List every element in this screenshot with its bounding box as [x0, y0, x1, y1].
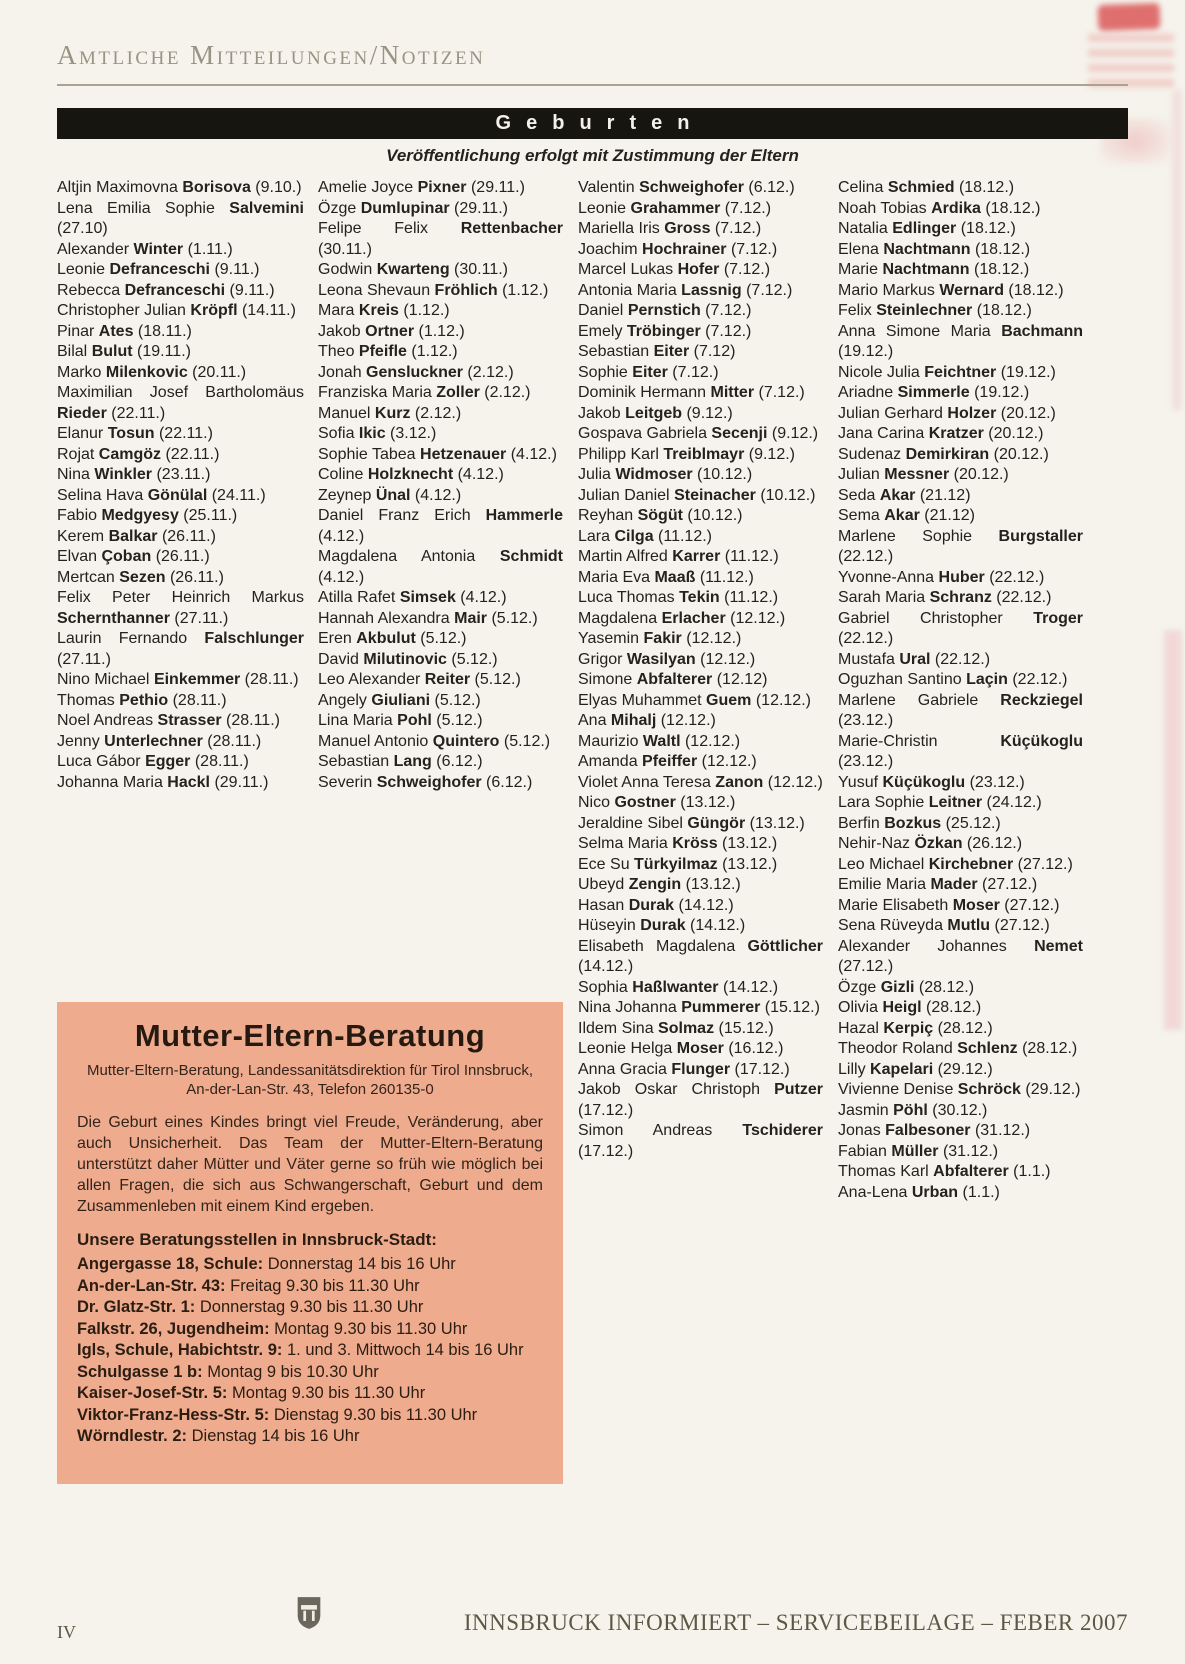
birth-entry: Daniel Pernstich (7.12.) — [578, 302, 752, 319]
birth-entry: Jana Carina Kratzer (20.12.) — [838, 425, 1044, 442]
birth-entry: Mustafa Ural (22.12.) — [838, 650, 991, 668]
birth-entry: Julian Daniel Steinacher (10.12.) — [578, 486, 816, 504]
header-divider — [57, 84, 1128, 86]
birth-entry: Jeraldine Sibel Güngör (13.12.) — [578, 814, 805, 832]
birth-entry: Felix Peter Heinrich Markus Schernthanner (27.11.) — [57, 589, 304, 627]
birth-entry: Lina Maria Pohl (5.12.) — [318, 712, 483, 729]
birth-entry: Yvonne-Anna Huber (22.12.) — [838, 568, 1045, 586]
birth-entry: Sophia Haßlwanter (14.12.) — [578, 978, 779, 996]
birth-entry: Celina Schmied (18.12.) — [838, 179, 1015, 196]
birth-entry: Maria Eva Maaß (11.12.) — [578, 568, 754, 586]
birth-entry: Atilla Rafet Simsek (4.12.) — [318, 589, 507, 606]
birth-entry: Elanur Tosun (22.11.) — [57, 425, 213, 442]
page-number: IV — [57, 1622, 76, 1642]
birth-entry: Özge Gizli (28.12.) — [838, 978, 975, 996]
birth-entry: Marlene Sophie Burgstaller (22.12.) — [838, 527, 1083, 565]
birth-entry: Ana-Lena Urban (1.1.) — [838, 1183, 1000, 1201]
birth-entry: Seda Akar (21.12) — [838, 486, 971, 504]
birth-entry: Leonie Defranceschi (9.11.) — [57, 261, 260, 278]
birth-entry: Yasemin Fakir (12.12.) — [578, 630, 742, 647]
birth-entry: Marie Elisabeth Moser (27.12.) — [838, 896, 1060, 914]
birth-entry: Luca Gábor Egger (28.11.) — [57, 753, 249, 770]
birth-entry: Sudenaz Demirkiran (20.12.) — [838, 445, 1049, 463]
birth-entry: Magdalena Antonia Schmidt (4.12.) — [318, 548, 563, 586]
birth-entry: Lilly Kapelari (29.12.) — [838, 1060, 993, 1078]
beratung-schedule — [77, 1254, 543, 1448]
birth-entry: Berfin Bozkus (25.12.) — [838, 814, 1001, 832]
beratung-box — [57, 1002, 563, 1484]
scan-artifact — [1172, 90, 1182, 410]
birth-entry: Sophie Tabea Hetzenauer (4.12.) — [318, 445, 557, 463]
birth-entry: Marie Nachtmann (18.12.) — [838, 261, 1030, 278]
birth-entry: Violet Anna Teresa Zanon (12.12.) — [578, 773, 823, 791]
birth-entry: Hannah Alexandra Mair (5.12.) — [318, 609, 538, 627]
beratung-body: Die Geburt eines Kindes bringt viel Freude, Veränderung, aber auch Unsicherheit. Das Team der Mutter-Eltern-Beratung unterstützt daher Mütter und Väter gerne so früh wie möglich bei allen Fragen, die sich aus Schwangerschaft, Geburt und dem Zusammenleben mit einem Kind ergeben. — [77, 1114, 543, 1215]
birth-entry: Magdalena Erlacher (12.12.) — [578, 609, 786, 627]
birth-entry: Lara Sophie Leitner (24.12.) — [838, 794, 1042, 811]
beratung-title: Mutter-Eltern-Beratung — [134, 1018, 486, 1053]
section-subtitle: Veröffentlichung erfolgt mit Zustimmung der Eltern — [386, 146, 799, 165]
birth-entry: Noel Andreas Strasser (28.11.) — [57, 712, 280, 729]
birth-entry: Rebecca Defranceschi (9.11.) — [57, 281, 275, 299]
birth-entry: Marcel Lukas Hofer (7.12.) — [578, 261, 771, 278]
birth-entry: Jakob Oskar Christoph Putzer (17.12.) — [578, 1081, 823, 1119]
birth-entry: Philipp Karl Treiblmayr (9.12.) — [578, 445, 795, 463]
birth-entry: Emely Tröbinger (7.12.) — [578, 322, 752, 340]
birth-entry: David Milutinovic (5.12.) — [318, 650, 498, 668]
birth-entry: Amelie Joyce Pixner (29.11.) — [318, 179, 525, 196]
birth-entry: Elisabeth Magdalena Göttlicher (14.12.) — [578, 937, 823, 975]
births-column-2 — [318, 178, 563, 793]
birth-entry: Thomas Pethio (28.11.) — [57, 691, 227, 709]
birth-entry: Jakob Ortner (1.12.) — [318, 322, 465, 340]
birth-entry: Leona Shevaun Fröhlich (1.12.) — [318, 281, 549, 299]
birth-entry: Nina Johanna Pummerer (15.12.) — [578, 999, 820, 1016]
birth-entry: Julia Widmoser (10.12.) — [578, 466, 753, 483]
birth-entry: Rojat Camgöz (22.11.) — [57, 445, 220, 463]
birth-entry: Severin Schweighofer (6.12.) — [318, 773, 533, 791]
birth-entry: Manuel Antonio Quintero (5.12.) — [318, 732, 551, 750]
birth-entry: Julian Gerhard Holzer (20.12.) — [838, 404, 1056, 422]
birth-entry: Simon Andreas Tschiderer (17.12.) — [578, 1122, 823, 1160]
birth-entry: Elvan Çoban (26.11.) — [57, 548, 210, 565]
birth-entry: Leo Michael Kirchebner (27.12.) — [838, 855, 1073, 873]
birth-entry: Manuel Kurz (2.12.) — [318, 404, 462, 422]
schedule-item: Viktor-Franz-Hess-Str. 5: Dienstag 9.30 bis 11.30 Uhr — [77, 1405, 478, 1424]
birth-entry: Maurizio Waltl (12.12.) — [578, 732, 741, 750]
birth-entry: Vivienne Denise Schröck (29.12.) — [838, 1081, 1081, 1098]
birth-entry: Ildem Sina Solmaz (15.12.) — [578, 1019, 774, 1037]
birth-entry: Jenny Unterlechner (28.11.) — [57, 732, 262, 750]
section-header-bar — [57, 108, 1128, 139]
schedule-item: An-der-Lan-Str. 43: Freitag 9.30 bis 11.30 Uhr — [77, 1276, 420, 1295]
birth-entry: Özge Dumlupinar (29.11.) — [318, 199, 508, 217]
birth-entry: Oguzhan Santino Laçin (22.12.) — [838, 671, 1068, 688]
scan-artifact — [1164, 630, 1182, 1030]
page-kicker: Amtliche Mitteilungen/Notizen — [57, 40, 486, 70]
birth-entry: Sophie Eiter (7.12.) — [578, 363, 719, 381]
birth-entry: Christopher Julian Kröpfl (14.11.) — [57, 302, 296, 319]
birth-entry: Natalia Edlinger (18.12.) — [838, 220, 1016, 237]
schedule-item: Kaiser-Josef-Str. 5: Montag 9.30 bis 11.30 Uhr — [77, 1384, 426, 1402]
beratung-heading: Unsere Beratungsstellen in Innsbruck-Stadt: — [77, 1230, 437, 1249]
schedule-item: Falkstr. 26, Jugendheim: Montag 9.30 bis 11.30 Uhr — [77, 1319, 468, 1338]
birth-entry: Marko Milenkovic (20.11.) — [57, 363, 247, 381]
birth-entry: Joachim Hochrainer (7.12.) — [578, 240, 778, 258]
birth-entry: Jasmin Pöhl (30.12.) — [838, 1101, 988, 1119]
birth-entry: Zeynep Ünal (4.12.) — [318, 486, 462, 504]
birth-entry: Angely Giuliani (5.12.) — [318, 691, 481, 709]
birth-entry: Sebastian Eiter (7.12) — [578, 343, 736, 360]
birth-entry: Nehir-Naz Özkan (26.12.) — [838, 835, 1023, 852]
section-title: Geburten — [495, 112, 705, 134]
birth-entry: Antonia Maria Lassnig (7.12.) — [578, 281, 793, 299]
birth-entry: Laurin Fernando Falschlunger (27.11.) — [57, 630, 304, 668]
birth-entry: Selma Maria Kröss (13.12.) — [578, 835, 778, 852]
schedule-item: Wörndlestr. 2: Dienstag 14 bis 16 Uhr — [77, 1427, 360, 1445]
birth-entry: Yusuf Küçükoglu (23.12.) — [838, 773, 1025, 791]
birth-entry: Nico Gostner (13.12.) — [578, 794, 736, 811]
birth-entry: Fabio Medgyesy (25.11.) — [57, 507, 238, 524]
birth-entry: Thomas Karl Abfalterer (1.1.) — [838, 1163, 1051, 1180]
birth-entry: Ana Mihalj (12.12.) — [578, 712, 716, 729]
birth-entry: Amanda Pfeiffer (12.12.) — [578, 753, 757, 770]
birth-entry: Leonie Grahammer (7.12.) — [578, 199, 772, 217]
birth-entry: Hazal Kerpiç (28.12.) — [838, 1019, 993, 1037]
birth-entry: Theo Pfeifle (1.12.) — [318, 343, 458, 360]
scan-artifact — [1098, 3, 1161, 31]
birth-entry: Sebastian Lang (6.12.) — [318, 753, 483, 770]
birth-entry: Pinar Ates (18.11.) — [57, 322, 192, 340]
birth-entry: Valentin Schweighofer (6.12.) — [578, 179, 795, 196]
birth-entry: Ubeyd Zengin (13.12.) — [578, 876, 741, 893]
birth-entry: Mario Markus Wernard (18.12.) — [838, 281, 1064, 299]
birth-entry: Alexander Johannes Nemet (27.12.) — [838, 937, 1083, 975]
birth-entry: Nino Michael Einkemmer (28.11.) — [57, 671, 299, 688]
birth-entry: Simone Abfalterer (12.12) — [578, 671, 768, 688]
birth-entry: Jonah Gensluckner (2.12.) — [318, 363, 514, 381]
birth-entry: Olivia Heigl (28.12.) — [838, 999, 982, 1016]
birth-entry: Eren Akbulut (5.12.) — [318, 630, 467, 647]
birth-entry: Emilie Maria Mader (27.12.) — [838, 876, 1038, 893]
birth-entry: Jonas Falbesoner (31.12.) — [838, 1122, 1031, 1139]
birth-entry: Reyhan Sögüt (10.12.) — [578, 507, 743, 524]
birth-entry: Johanna Maria Hackl (29.11.) — [57, 773, 269, 791]
birth-entry: Gospava Gabriela Secenji (9.12.) — [578, 425, 819, 442]
birth-entry: Sarah Maria Schranz (22.12.) — [838, 589, 1052, 606]
footer-text: INNSBRUCK INFORMIERT – SERVICEBEILAGE – FEBER 2007 — [463, 1610, 1128, 1635]
birth-entry: Nicole Julia Feichtner (19.12.) — [838, 363, 1056, 381]
birth-entry: Maximilian Josef Bartholomäus Rieder (22.11.) — [57, 384, 304, 422]
birth-entry: Luca Thomas Tekin (11.12.) — [578, 589, 779, 606]
birth-entry: Grigor Wasilyan (12.12.) — [578, 650, 756, 668]
birth-entry: Coline Holzknecht (4.12.) — [318, 466, 504, 483]
birth-entry: Mariella Iris Gross (7.12.) — [578, 220, 762, 237]
birth-entry: Elena Nachtmann (18.12.) — [838, 240, 1031, 258]
births-column-1 — [57, 178, 304, 793]
birth-entry: Felix Steinlechner (18.12.) — [838, 302, 1032, 319]
birth-entry: Sofia Ikic (3.12.) — [318, 425, 437, 442]
birth-entry: Gabriel Christopher Troger (22.12.) — [838, 609, 1083, 647]
births-column-4 — [838, 178, 1083, 1203]
birth-entry: Fabian Müller (31.12.) — [838, 1142, 999, 1160]
innsbruck-crest-icon — [295, 1596, 323, 1630]
birth-entry: Mara Kreis (1.12.) — [318, 302, 450, 319]
birth-entry: Sema Akar (21.12) — [838, 507, 975, 524]
birth-entry: Marlene Gabriele Reckziegel (23.12.) — [838, 691, 1083, 729]
birth-entry: Franziska Maria Zoller (2.12.) — [318, 384, 531, 401]
birth-entry: Alexander Winter (1.11.) — [57, 240, 233, 258]
schedule-item: Dr. Glatz-Str. 1: Donnerstag 9.30 bis 11.30 Uhr — [77, 1298, 424, 1316]
birth-entry: Daniel Franz Erich Hammerle (4.12.) — [318, 507, 563, 545]
birth-entry: Elyas Muhammet Guem (12.12.) — [578, 691, 811, 709]
birth-entry: Ariadne Simmerle (19.12.) — [838, 384, 1030, 401]
birth-entry: Lena Emilia Sophie Salvemini (27.10) — [57, 199, 304, 237]
birth-entry: Mertcan Sezen (26.11.) — [57, 568, 224, 586]
birth-entry: Hasan Durak (14.12.) — [578, 896, 734, 914]
birth-entry: Felipe Felix Rettenbacher (30.11.) — [318, 220, 563, 258]
birth-entry: Sena Rüveyda Mutlu (27.12.) — [838, 917, 1050, 934]
birth-entry: Julian Messner (20.12.) — [838, 466, 1009, 483]
birth-entry: Dominik Hermann Mitter (7.12.) — [578, 384, 805, 401]
birth-entry: Marie-Christin Küçükoglu (23.12.) — [838, 732, 1083, 770]
birth-entry: Nina Winkler (23.11.) — [57, 466, 211, 483]
beratung-subtitle: Mutter-Eltern-Beratung, Landessanitätsdirektion für Tirol Innsbruck, An-der-Lan-Str. 43, Telefon 260135-0 — [86, 1062, 534, 1098]
schedule-item: Igls, Schule, Habichtstr. 9: 1. und 3. Mittwoch 14 bis 16 Uhr — [77, 1341, 524, 1359]
birth-entry: Hüseyin Durak (14.12.) — [578, 917, 746, 934]
births-column-3 — [578, 178, 823, 1162]
birth-entry: Jakob Leitgeb (9.12.) — [578, 404, 733, 422]
birth-entry: Noah Tobias Ardika (18.12.) — [838, 199, 1041, 217]
birth-entry: Selina Hava Gönülal (24.11.) — [57, 486, 266, 504]
birth-entry: Lara Cilga (11.12.) — [578, 527, 712, 545]
birth-entry: Altjin Maximovna Borisova (9.10.) — [57, 179, 302, 196]
birth-entry: Godwin Kwarteng (30.11.) — [318, 261, 509, 278]
birth-entry: Leo Alexander Reiter (5.12.) — [318, 671, 521, 688]
birth-entry: Kerem Balkar (26.11.) — [57, 527, 216, 545]
birth-entry: Anna Gracia Flunger (17.12.) — [578, 1060, 790, 1078]
birth-entry: Leonie Helga Moser (16.12.) — [578, 1040, 784, 1057]
schedule-item: Angergasse 18, Schule: Donnerstag 14 bis 16 Uhr — [77, 1255, 456, 1273]
birth-entry: Anna Simone Maria Bachmann (19.12.) — [838, 322, 1083, 360]
birth-entry: Martin Alfred Karrer (11.12.) — [578, 548, 779, 565]
birth-entry: Theodor Roland Schlenz (28.12.) — [838, 1040, 1078, 1057]
birth-entry: Bilal Bulut (19.11.) — [57, 343, 191, 360]
birth-entry: Ece Su Türkyilmaz (13.12.) — [578, 855, 778, 873]
schedule-item: Schulgasse 1 b: Montag 9 bis 10.30 Uhr — [77, 1362, 379, 1381]
